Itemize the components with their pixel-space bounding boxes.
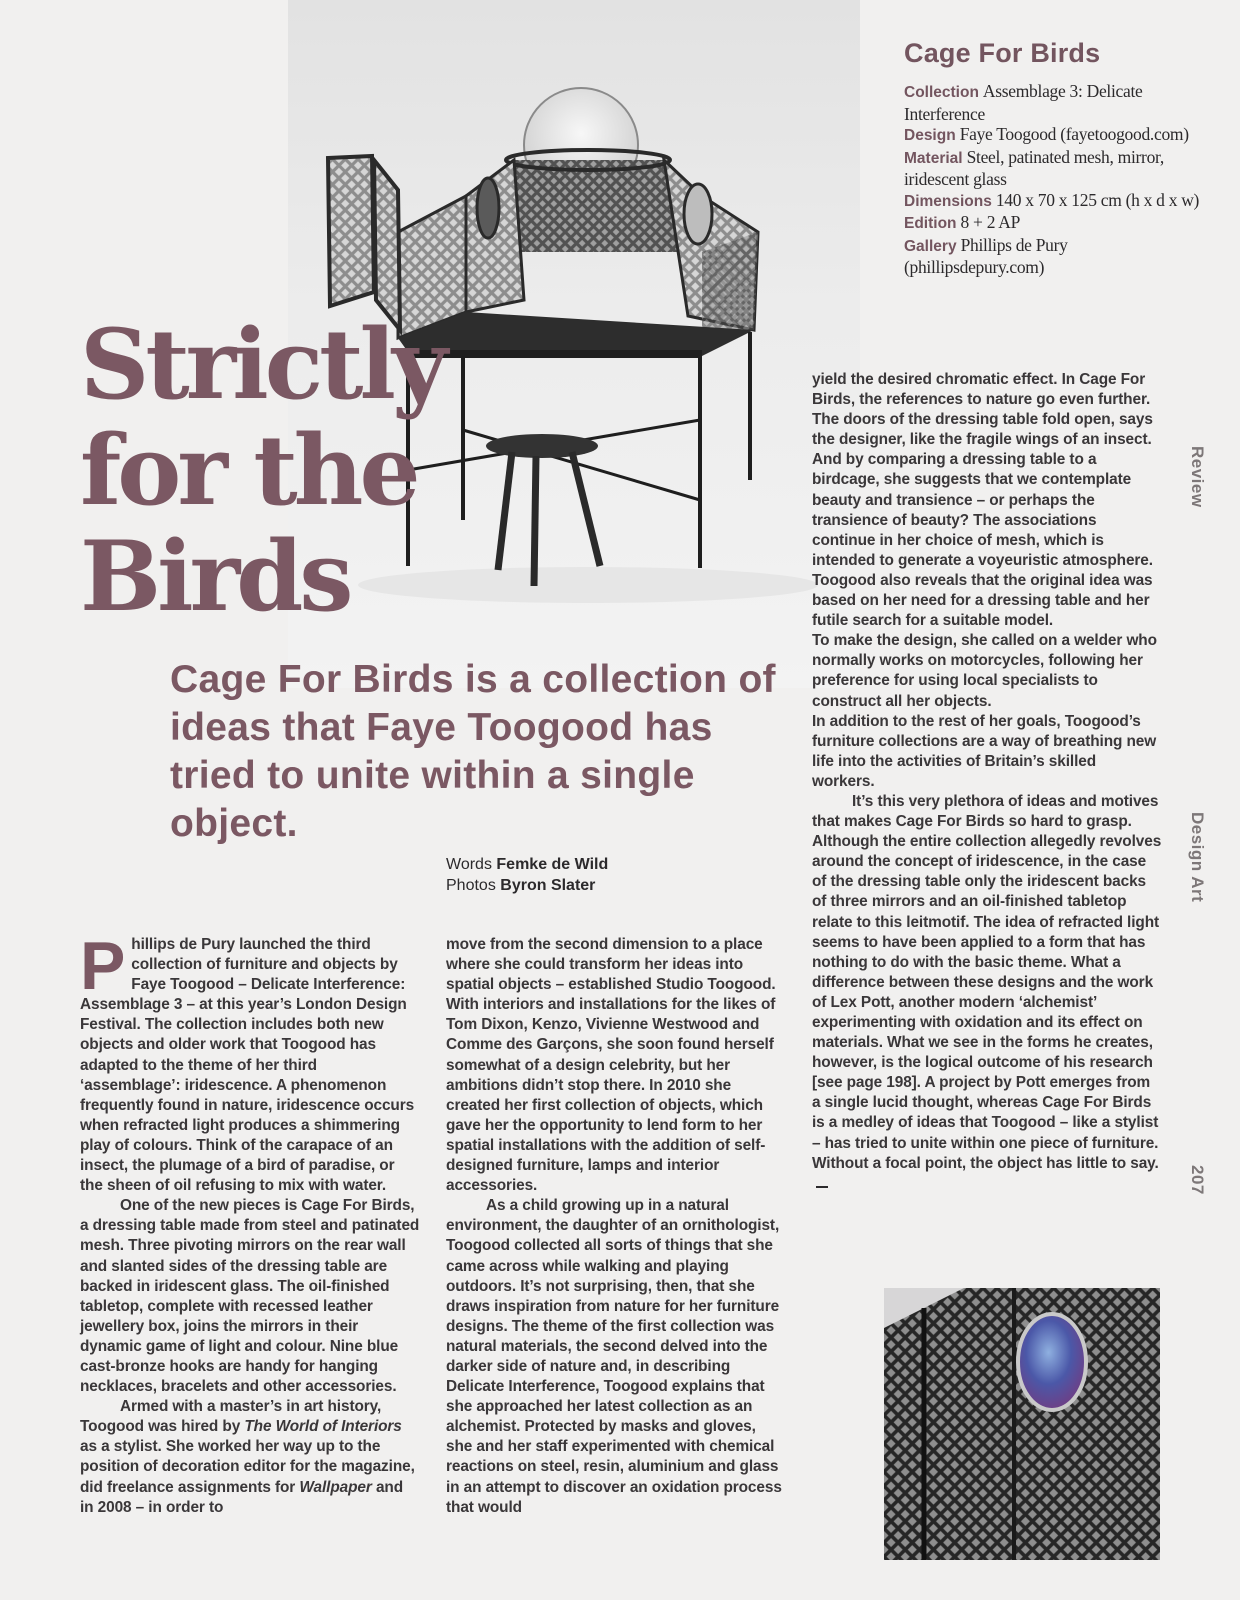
article-title xyxy=(80,308,500,633)
body-column-1 xyxy=(80,928,420,1518)
spec-heading: Cage For Birds xyxy=(904,38,1101,68)
body-paragraph: yield the desired chromatic effect. In Cage For Birds, the references to nature go even further. The doors of the dressing table fold open, says the designer, like the fragile wings of an insect. And by comparing a dressing table to a birdcage, she suggests that we contemplate beauty and transience – or perhaps the transience of beauty? The associations continue in her choice of mesh, which is intended to generate a voyeuristic atmosphere. Toogood also reveals that the original idea was based on her need for a dressing table and her futile search for a suitable model. xyxy=(812,371,1153,630)
mesh-detail-illustration xyxy=(884,1288,1160,1560)
spec-value: 140 x 70 x 125 cm (h x d x w) xyxy=(995,189,1200,210)
spec-row-design xyxy=(904,124,1204,147)
spec-value: Faye Toogood (fayetoogood.com) xyxy=(959,124,1189,144)
photographer-name: Byron Slater xyxy=(500,877,596,894)
spec-row-edition xyxy=(904,212,1204,235)
spec-row-dimensions xyxy=(904,190,1204,213)
spec-value: Phillips de Pury (phillipsdepury.com) xyxy=(904,234,1068,277)
spec-label: Collection xyxy=(904,84,979,101)
body-paragraph: To make the design, she called on a welder who normally works on motorcycles, following her preference for using local specialists to construct all her objects. xyxy=(812,632,1157,710)
spec-value: 8 + 2 AP xyxy=(960,212,1021,232)
spec-label: Material xyxy=(904,149,963,167)
body-column-2 xyxy=(446,935,786,1518)
iridescent-mirror xyxy=(1018,1314,1086,1410)
byline xyxy=(446,854,608,896)
spec-label: Design xyxy=(904,127,956,144)
author-name: Femke de Wild xyxy=(496,856,609,873)
body-paragraph: In addition to the rest of her goals, Toogood’s furniture collections are a way of breathing new life into the activities of Britain’s skilled workers. xyxy=(812,712,1157,790)
spec-row-collection xyxy=(904,81,1204,124)
body-paragraph: move from the second dimension to a place where she could transform her ideas into spatial objects – established Studio Toogood. With interiors and installations for the likes of Tom Dixon, Kenzo, Vivienne Westwood and Comme des Garçons, she soon found herself somewhat of a design celebrity, but her ambitions didn’t stop there. In 2010 she created her first collection of objects, which gave her the opportunity to lend form to her spatial installations with the addition of self-designed furniture, lamps and interior accessories. xyxy=(446,936,776,1195)
photos-credit xyxy=(446,875,608,896)
spec-label: Gallery xyxy=(904,237,957,255)
end-mark xyxy=(816,1186,828,1188)
subsection-head: Design Art xyxy=(1188,812,1207,903)
spec-label: Dimensions xyxy=(904,192,992,210)
body-paragraph: One of the new pieces is Cage For Birds, a dressing table made from steel and patinated mesh. Three pivoting mirrors on the rear wall and slanted sides of the dressing table are backed in iridescent glass. The oil-finished tabletop, complete with recessed leather jewellery box, joins the mirrors in their dynamic game of light and colour. Nine blue cast-bronze hooks are handy for hanging necklaces, bracelets and other accessories. xyxy=(80,1197,420,1396)
publication-title: The World of Interiors xyxy=(244,1418,402,1436)
credit-label: Words xyxy=(446,856,492,873)
title-line: Birds xyxy=(80,520,350,633)
title-line: for the xyxy=(80,414,417,527)
body-column-3 xyxy=(812,370,1162,1194)
words-credit xyxy=(446,854,608,875)
page-number: 207 xyxy=(1188,1165,1207,1195)
credit-label: Photos xyxy=(446,877,496,894)
spec-row-material xyxy=(904,147,1204,190)
body-paragraph: As a child growing up in a natural environment, the daughter of an ornithologist, Toogood collected all sorts of things that she came across while walking and playing outdoors. It’s not surprising, then, that she draws inspiration from nature for her furniture designs. The theme of the first collection was natural materials, the second delved into the darker side of nature and, in describing Delicate Interference, Toogood explains that she approached her latest collection as an alchemist. Protected by masks and gloves, she and her staff experimented with chemical reactions on steel, resin, aluminium and glass in an attempt to discover an oxidation process that would xyxy=(446,1197,782,1516)
spec-box xyxy=(904,38,1204,278)
detail-photo xyxy=(884,1288,1160,1560)
body-paragraph: It’s this very plethora of ideas and motives that makes Cage For Birds so hard to grasp. Although the entire collection allegedly revolves around the concept of iridescence, in the case of the dressing table only the iridescent backs of three mirrors and an oil-finished tabletop relate to this leitmotif. The idea of refracted light seems to have been applied to a form that has nothing to do with the basic theme. What a difference between these designs and the work of Lex Pott, another modern ‘alchemist’ experimenting with oxidation and its effect on materials. What we see in the forms he creates, however, is the logical outcome of his research [see page 198]. A project by Pott emerges from a single lucid thought, whereas Cage For Birds is a medley of ideas that Toogood – like a stylist – has tried to unite within one piece of furniture. Without a focal point, the object has little to say. xyxy=(812,792,1162,1194)
spec-row-gallery xyxy=(904,235,1204,278)
section-head: Review xyxy=(1188,446,1207,508)
body-paragraph: Armed with a master’s in art history, Toogood was hired by The World of Interiors as a stylist. She worked her way up to the position of decoration editor for the magazine, did freelance assignments for Wallpaper and in 2008 – in order to xyxy=(80,1398,415,1516)
spec-value: Assemblage 3: Delicate Interference xyxy=(904,81,1143,124)
body-paragraph: Phillips de Pury launched the third collection of furniture and objects by Faye Toogood – Delicate Interference: Assemblage 3 – at this year’s London Design Festival. The collection includes both new objects and older work that Toogood has adapted to the theme of her third ‘assemblage’: iridescence. A phenomenon frequently found in nature, iridescence occurs when refracted light produces a shimmering play of colours. Think of the carapace of an insect, the plumage of a bird of paradise, or the sheen of oil refusing to mix with water. xyxy=(80,928,415,1195)
spec-value: Steel, patinated mesh, mirror, iridescent glass xyxy=(904,146,1164,189)
drop-cap: P xyxy=(80,928,126,1004)
spec-label: Edition xyxy=(904,215,957,232)
title-line: Strictly xyxy=(80,308,444,421)
standfirst: Cage For Birds is a collection of ideas that Faye Toogood has tried to unite within a single object. xyxy=(170,658,776,845)
publication-title: Wallpaper xyxy=(299,1478,372,1496)
